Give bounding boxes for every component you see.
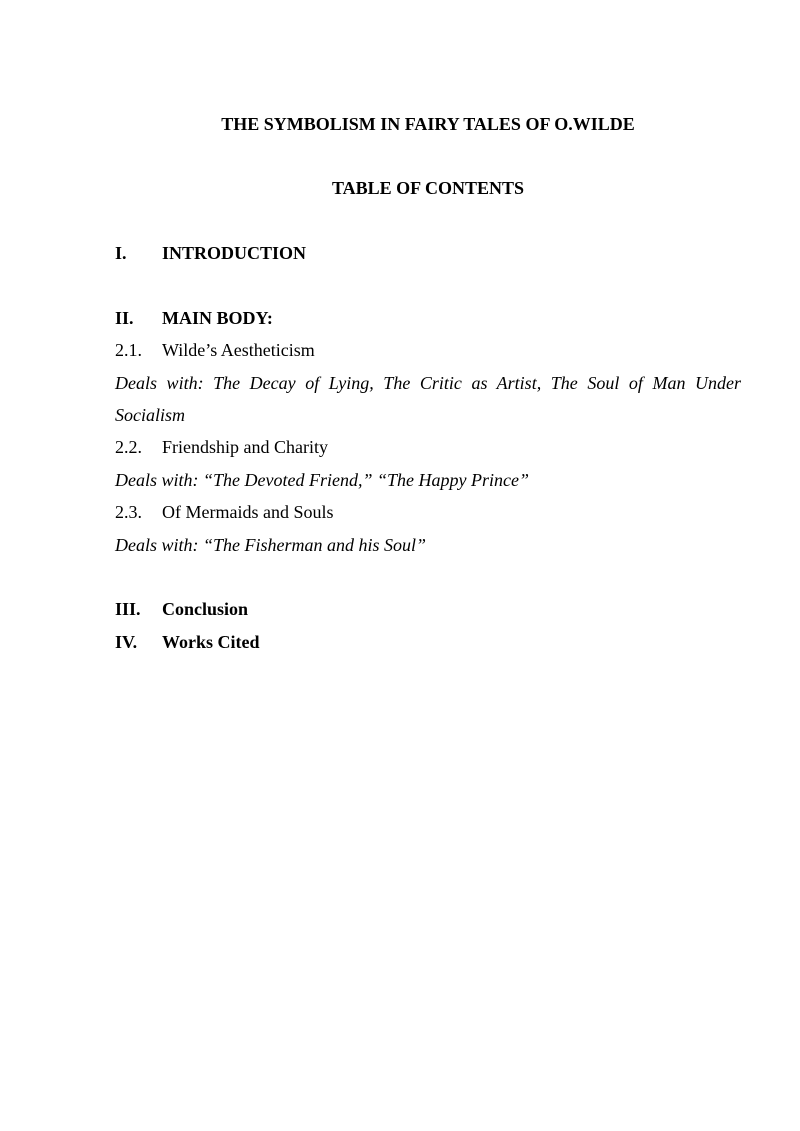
- section-label: INTRODUCTION: [162, 243, 307, 263]
- section-number: IV.: [115, 632, 138, 652]
- section-label: MAIN BODY:: [162, 308, 273, 328]
- section-label: Conclusion: [162, 599, 249, 619]
- subsection-number: 2.3.: [115, 502, 142, 522]
- section-number: III.: [115, 599, 141, 619]
- deals-with-line: Deals with: “The Devoted Friend,” “The Happy Prince”: [115, 470, 529, 490]
- toc-heading: TABLE OF CONTENTS: [331, 178, 525, 198]
- deals-with-line: Deals with: “The Fisherman and his Soul”: [115, 535, 427, 555]
- section-number: I.: [115, 243, 127, 263]
- deals-with-line: Deals with: The Decay of Lying, The Critic as Artist, The Soul of Man Under: [115, 373, 741, 393]
- subsection-number: 2.2.: [115, 437, 142, 457]
- section-label: Works Cited: [162, 632, 260, 652]
- subsection-label: Of Mermaids and Souls: [162, 502, 334, 522]
- document-title: THE SYMBOLISM IN FAIRY TALES OF O.WILDE: [221, 114, 635, 134]
- subsection-number: 2.1.: [115, 340, 142, 360]
- section-number: II.: [115, 308, 134, 328]
- subsection-label: Friendship and Charity: [162, 437, 328, 457]
- subsection-label: Wilde’s Aestheticism: [162, 340, 315, 360]
- deals-with-line-continued: Socialism: [115, 405, 185, 425]
